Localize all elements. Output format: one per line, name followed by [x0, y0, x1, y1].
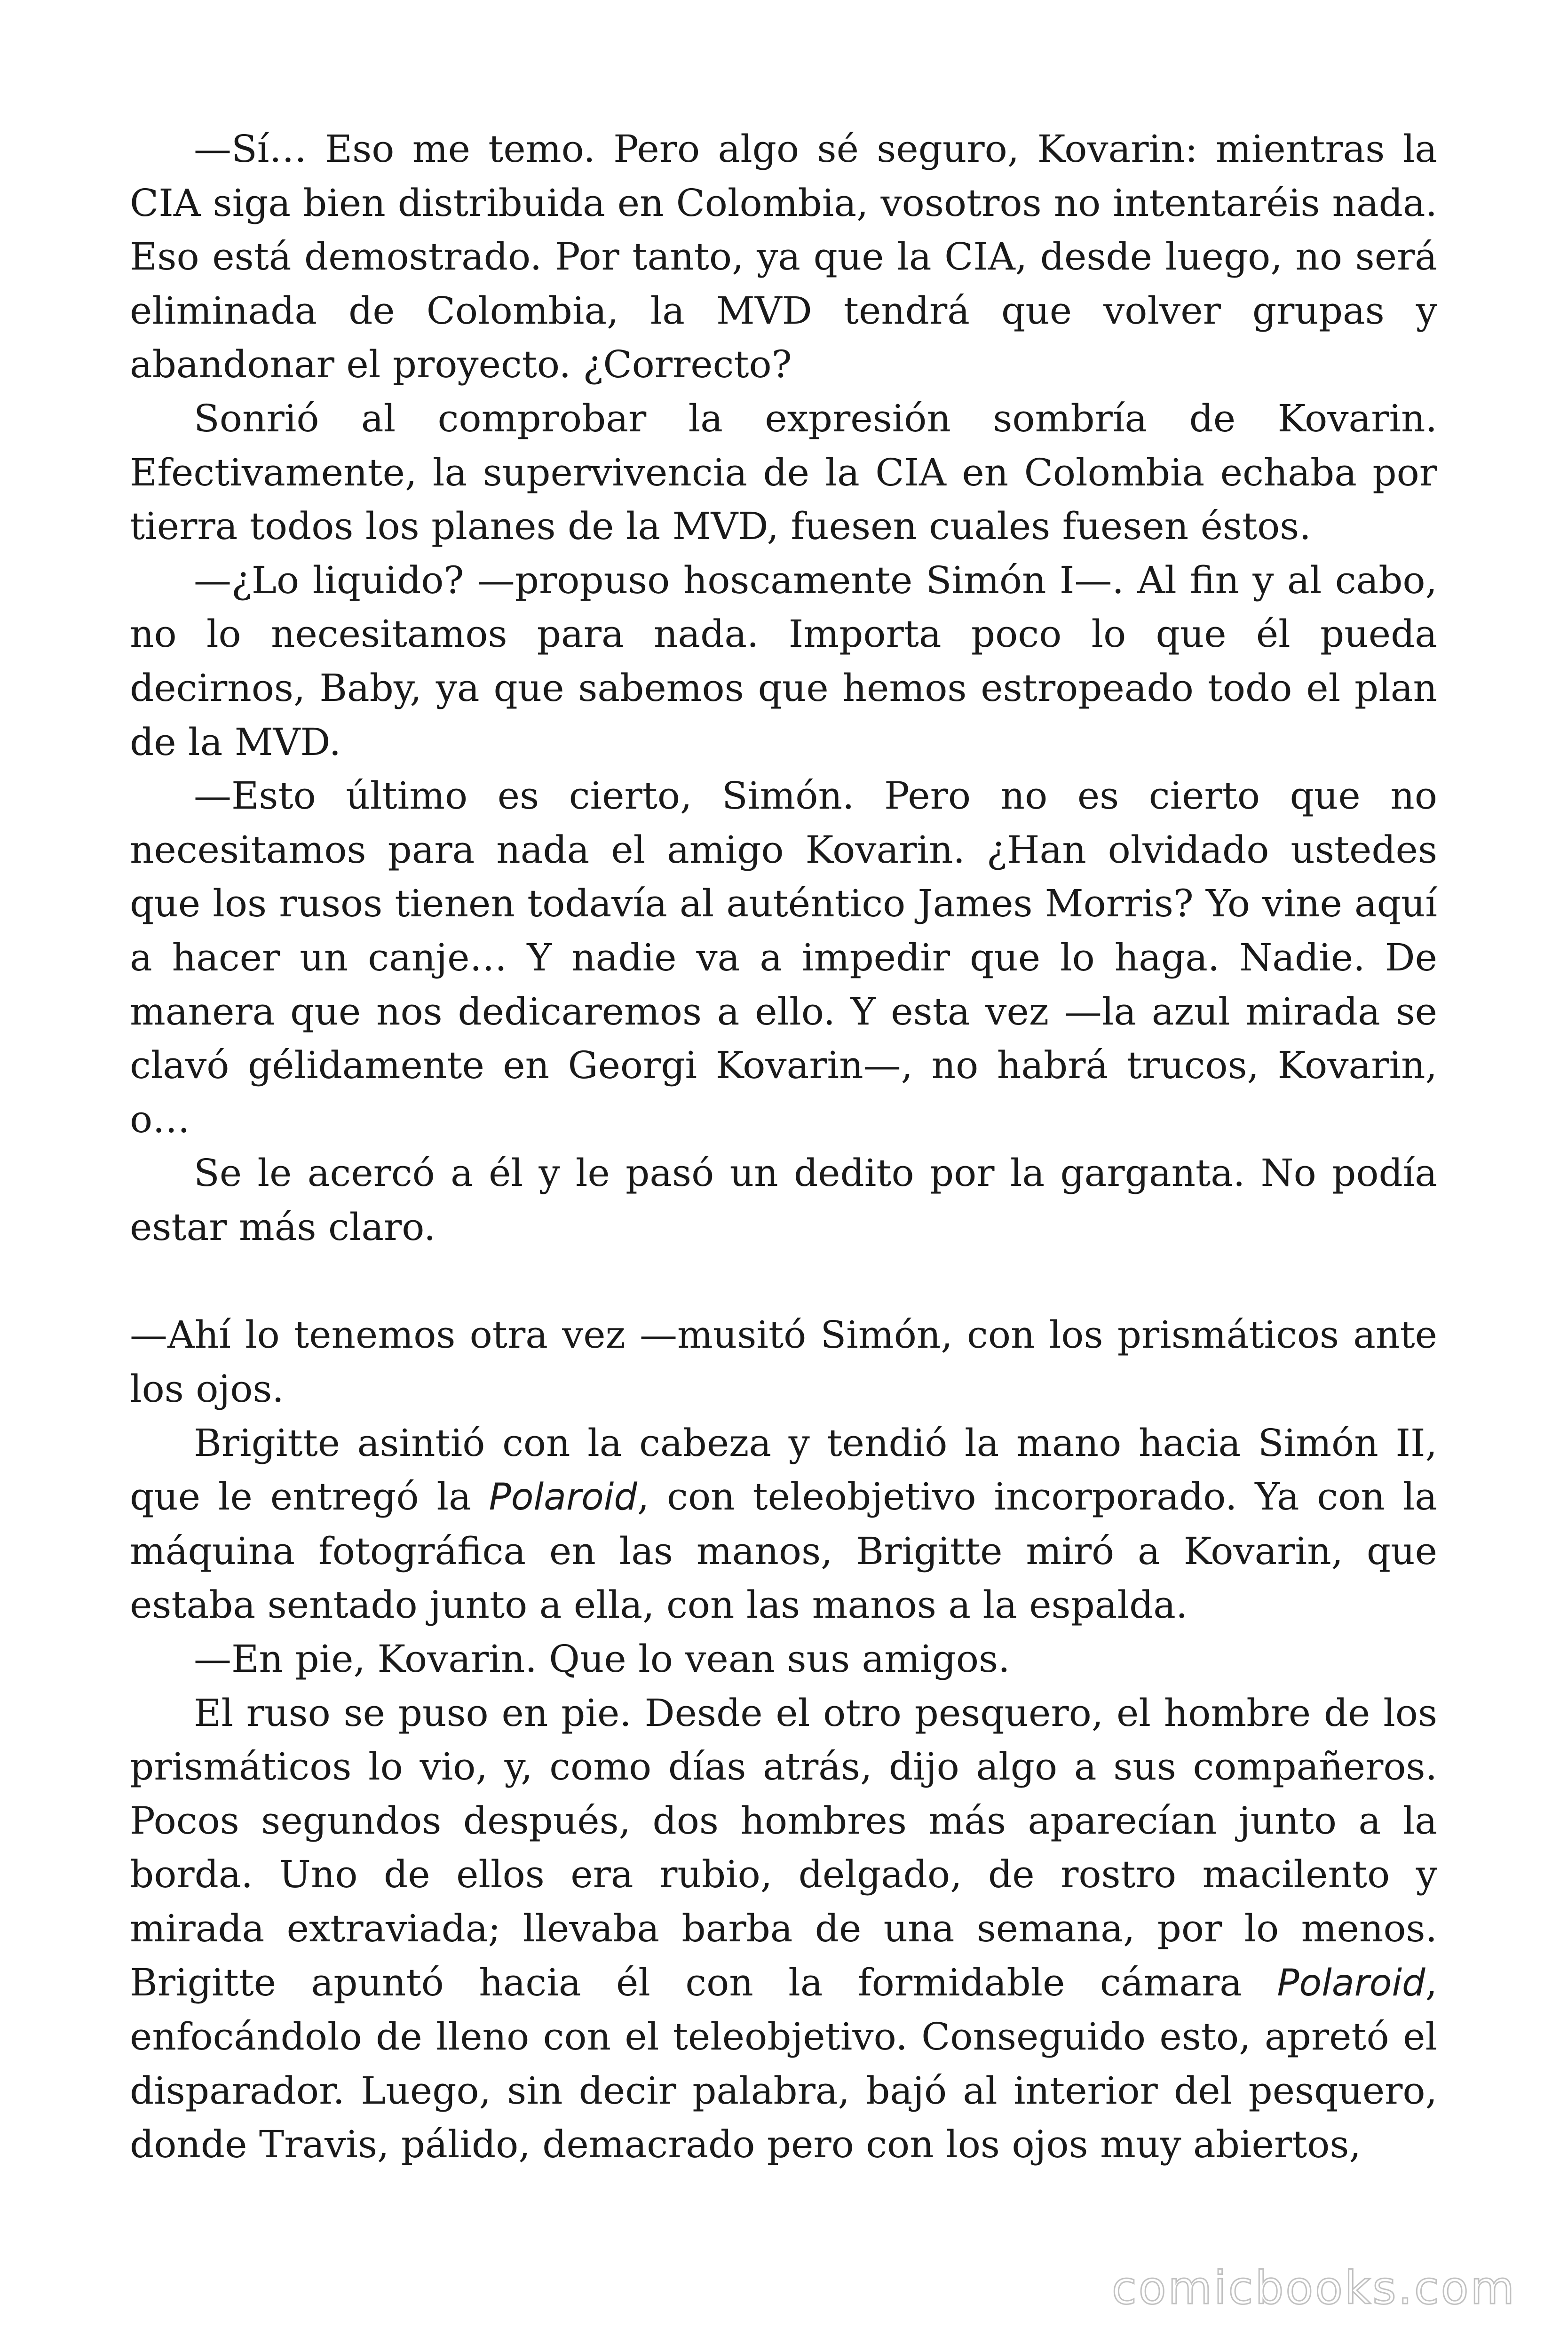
- paragraph-7: [130, 1416, 1437, 1632]
- scene-break: [130, 1254, 1437, 1308]
- paragraph-3: [130, 554, 1437, 769]
- paragraph-text: El ruso se puso en pie. Desde el otro pesquero, el hombre de los prismáticos lo vio, y, como días atrás, dijo algo a sus compañeros. Pocos segundos después, dos hombres más aparecían junto a la borda. Uno de ellos era rubio, delgado, de rostro macilento y mirada extraviada; llevaba barba de una semana, por lo menos. Brigitte apuntó hacia él con la formidable cámara: [130, 1691, 1437, 2004]
- paragraph-4: [130, 769, 1437, 1146]
- paragraph-text: —¿Lo liquido? —propuso hoscamente Simón I—. Al fin y al cabo, no lo necesitamos para nada. Importa poco lo que él pueda decirnos, Baby, ya que sabemos que hemos estropeado todo el plan de la MVD.: [130, 558, 1437, 764]
- paragraph-8: [130, 1632, 1437, 1686]
- paragraph-text: —Esto último es cierto, Simón. Pero no es cierto que no necesitamos para nada el amigo Kovarin. ¿Han olvidado ustedes que los rusos tienen todavía al auténtico James Morris? Yo vine aquí a hacer un canje… Y nadie va a impedir que lo haga. Nadie. De manera que nos dedicaremos a ello. Y esta vez —la azul mirada se clavó gélidamente en Georgi Kovarin—, no habrá trucos, Kovarin, o…: [130, 774, 1437, 1141]
- italic-brand-name: Polaroid: [1277, 1962, 1425, 2004]
- paragraph-6: [130, 1308, 1437, 1416]
- paragraph-9: [130, 1686, 1437, 2172]
- page-body: [130, 122, 1437, 2172]
- paragraph-text: —Sí… Eso me temo. Pero algo sé seguro, Kovarin: mientras la CIA siga bien distribuida en Colombia, vosotros no intentaréis nada. Eso está demostrado. Por tanto, ya que la CIA, desde luego, no será eliminada de Colombia, la MVD tendrá que volver grupas y abandonar el proyecto. ¿Correcto?: [130, 127, 1437, 387]
- paragraph-text: Sonrió al comprobar la expresión sombría de Kovarin. Efectivamente, la supervivencia de la CIA en Colombia echaba por tierra todos los planes de la MVD, fuesen cuales fuesen éstos.: [130, 396, 1437, 548]
- paragraph-text: —Ahí lo tenemos otra vez —musitó Simón, con los prismáticos ante los ojos.: [130, 1313, 1437, 1411]
- watermark: comicbooks.com: [1111, 2262, 1516, 2314]
- paragraph-text: Se le acercó a él y le pasó un dedito por la garganta. No podía estar más claro.: [130, 1151, 1437, 1249]
- paragraph-2: [130, 392, 1437, 554]
- paragraph-text: —En pie, Kovarin. Que lo vean sus amigos.: [194, 1637, 1010, 1681]
- italic-brand-name: Polaroid: [489, 1476, 637, 1519]
- paragraph-5: [130, 1146, 1437, 1254]
- paragraph-text: , enfocándolo de lleno con el teleobjetivo. Conseguido esto, apretó el disparador. Luego, sin decir palabra, bajó al interior del pesquero, donde Travis, pálido, demacrado pero con los ojos muy abiertos,: [130, 1960, 1437, 2167]
- paragraph-1: [130, 122, 1437, 392]
- paragraph-text: Brigitte asintió con la cabeza y tendió la mano hacia Simón II, que le entregó la: [130, 1421, 1437, 1519]
- paragraph-text: , con teleobjetivo incorporado. Ya con la máquina fotográfica en las manos, Brigitte miró a Kovarin, que estaba sentado junto a ella, con las manos a la espalda.: [130, 1475, 1438, 1627]
